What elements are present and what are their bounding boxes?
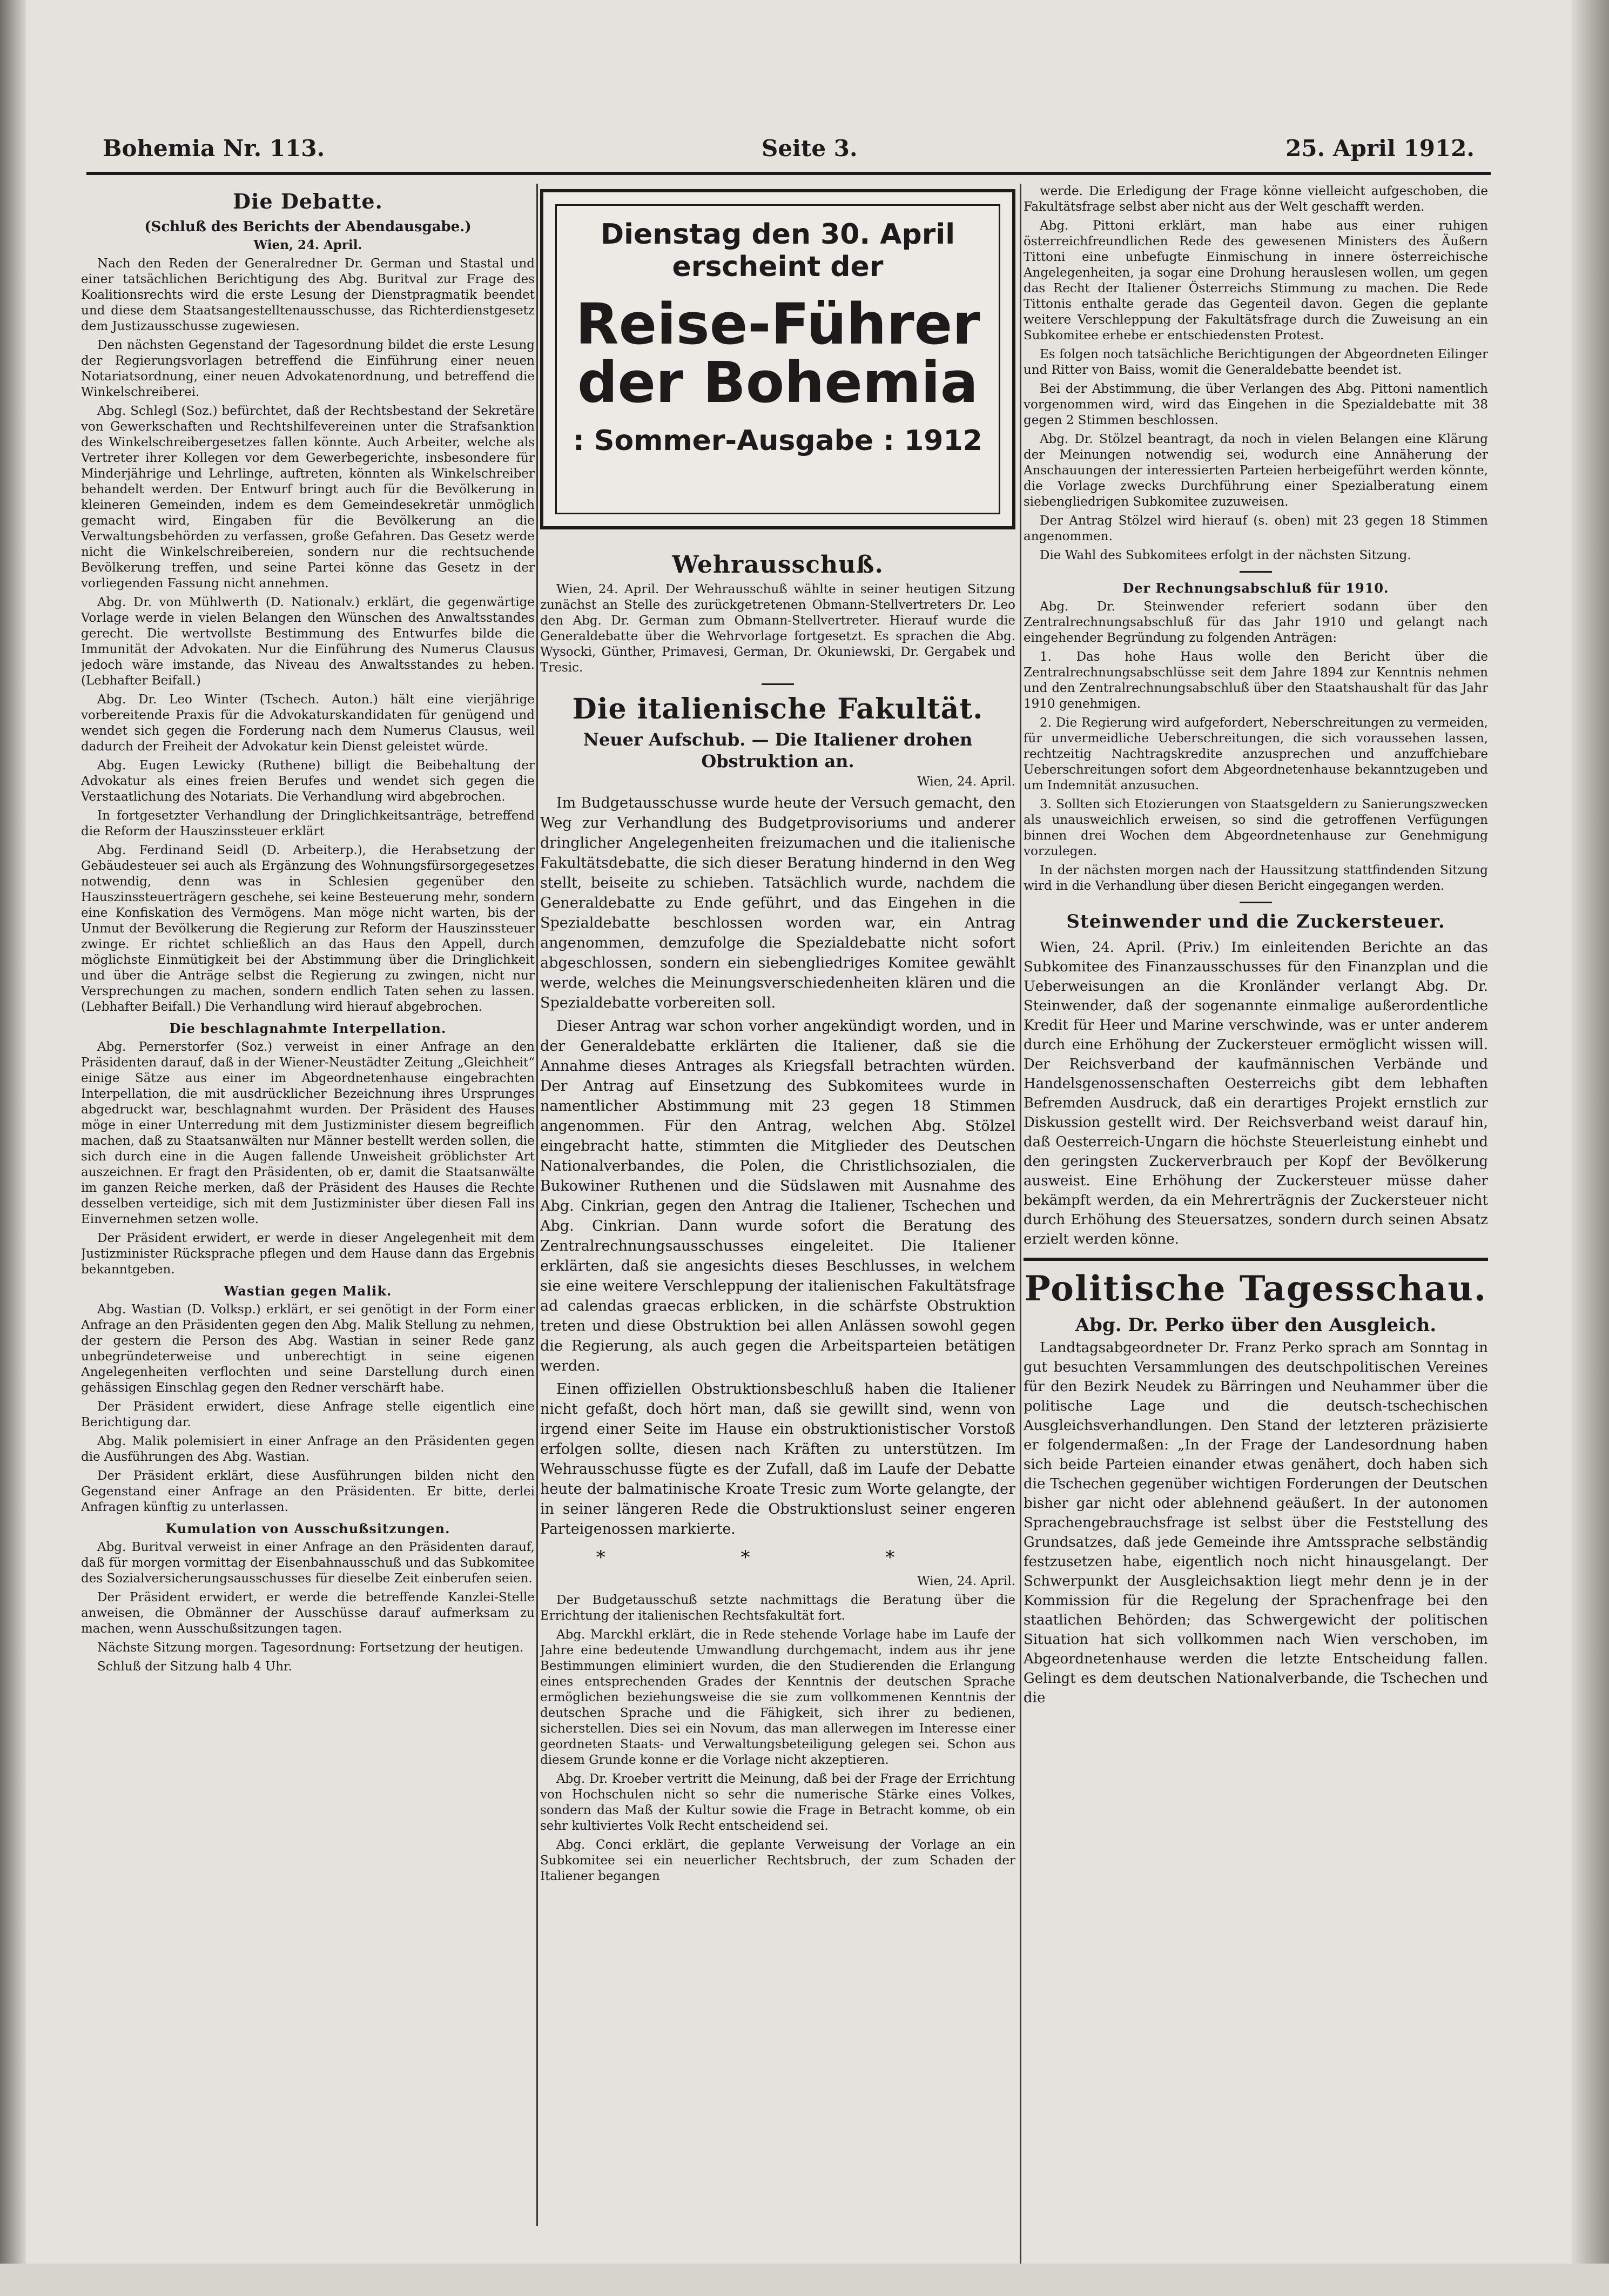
paragraph: Abg. Dr. Steinwender referiert sodann über den Zentralrechnungsabschluß für das Jahr 1910 und gelangt nach eingehender Begründung zu folgenden Anträgen: [1024,600,1488,645]
section-heading: Der Rechnungsabschluß für 1910. [1122,580,1389,596]
page-edge-shadow-left [0,0,26,2296]
paragraph: Der Präsident erwidert, er werde in dieser Angelegenheit mit dem Justizminister Rücksprache pflegen und dem Hause dann das Ergebnis bekanntgeben. [81,1231,535,1277]
column-divider-2 [1020,184,1021,2280]
paragraph: Wien, 24. April. Der Wehrausschuß wählte in seiner heutigen Sitzung zunächst an Stelle des zurückgetretenen Obmann-Stellvertreters Dr. Leo den Abg. Dr. German zum Obmann-Stellvertreter. Hierauf wurde die Generaldebatte über die Wehrvorlage fortgesetzt. Es sprachen die Abg. Wysocki, Günther, Primavesi, German, Dr. Okuniewski, Dr. Gergabek und Tresic. [540,582,1015,675]
middle-column [540,546,1015,2226]
paragraph: Bei der Abstimmung, die über Verlangen des Abg. Pittoni namentlich vorgenommen wird, wird das Eingehen in die Spezialdebatte mit 38 gegen 2 Stimmen beschlossen. [1024,382,1488,427]
paragraph: 3. Sollten sich Etozierungen von Staatsgeldern zu Sanierungszwecken als unausweichlich erweisen, so sind die getroffenen Verfügungen binnen drei Wochen dem Abgeordnetenhause zur Genehmigung vorzulegen. [1024,797,1488,858]
section-separator-stars: * * * [596,1547,960,1568]
paragraph: Abg. Dr. Kroeber vertritt die Meinung, daß bei der Frage der Errichtung von Hochschulen nicht so sehr die numerische Stärke eines Volkes, sondern das Maß der Kultur sowie die Frage in Betracht komme, ob ein sehr kultiviertes Volk Recht entscheidend sei. [540,1772,1015,1833]
article-subtitle: (Schluß des Berichts der Abendausgabe.) [144,219,472,235]
paragraph: Abg. Dr. Leo Winter (Tschech. Auton.) hält eine vierjährige vorbereitende Praxis für die Advokaturskandidaten für genügend und wendet sich gegen die Forderung nach dem Numerus Clausus, weil dadurch der Freiheit der Advokatur kein Dienst geleistet würde. [81,693,535,754]
paragraph: Abg. Malik polemisiert in einer Anfrage an den Präsidenten gegen die Ausführungen des Abg. Wastian. [81,1434,535,1464]
separator [762,683,794,685]
paragraph: Abg. Marckhl erklärt, die in Rede stehende Vorlage habe im Laufe der Jahre eine bedeutende Umwandlung durchgemacht, indem aus ihr jene Bestimmungen eliminiert wurden, die den Studierenden die Erlangung eines entsprechenden Grades der Kenntnis der deutschen Sprache ermöglichen beziehungsweise die sie zum vollkommenen Kenntnis der deutschen Sprache und die Fähigkeit, sich ihrer zu bedienen, sicherstellen. Dies sei ein Novum, das man allerwegen im Interesse einer geordneten Staats- und Verwaltungsbeteiligung gelegen sei. Schon aus diesem Grunde konne er die Vorlage nicht akzeptieren. [540,1628,1015,1767]
paragraph: Nach den Reden der Generalredner Dr. German und Stastal und einer tatsächlichen Berichtigung des Abg. Buritval zur Frage des Koalitionsrechts wird die erste Lesung der Dienstpragmatik beendet und diese dem Staatsangestelltenausschusse, das Richterdienstgesetz dem Justizausschusse zugewiesen. [81,257,535,333]
article-title-steinwender: Steinwender und die Zuckersteuer. [1066,911,1445,932]
section-rule [1024,1258,1488,1261]
paragraph: Einen offiziellen Obstruktionsbeschluß haben die Italiener nicht gefaßt, doch hört man, daß sie gewillt sind, wenn von irgend einer Seite im Hause ein obstruktionistischer Vorstoß erfolgen sollte, diesen nach Kräften zu unterstützen. Im Wehrausschusse fügte es der Zufall, daß im Laufe der Debatte heute der balmatinische Kroate Tresic zum Worte gelangte, der in seiner längeren Rede die Obstruktionslust seiner engeren Parteigenossen markierte. [540,1381,1015,1538]
header-date: 25. April 1912. [1285,135,1475,162]
ad-line-1: Dienstag den 30. April erscheint der [600,218,955,283]
section-heading: Die beschlagnahmte Interpellation. [169,1021,447,1036]
paragraph: Der Antrag Stölzel wird hierauf (s. oben) mit 23 gegen 18 Stimmen angenommen. [1024,514,1488,543]
dateline: Wien, 24. April. [917,775,1015,789]
dateline: Wien, 24. April. [253,238,362,252]
paragraph: Der Präsident erklärt, diese Ausführungen bilden nicht den Gegenstand einer Anfrage an den Präsidenten. Er bitte, derlei Anfragen künftig zu unterlassen. [81,1469,535,1514]
paragraph: Dieser Antrag war schon vorher angekündigt worden, und in der Generaldebatte erklärten die Italiener, daß sie die Annahme dieses Antrages als Kriegsfall betrachten würden. Der Antrag auf Einsetzung des Subkomitees wurde in namentlicher Abstimmung mit 23 gegen 18 Stimmen angenommen. Für den Antrag, welchen Abg. Stölzel eingebracht hatte, stimmten die Mitglieder des Deutschen Nationalverbandes, die Polen, die Christlichsozialen, die Bukowiner Ruthenen und die Südslawen mit Ausnahme des Abg. Cinkrian, gegen den Antrag die Italiener, Tschechen und Abg. Cinkrian. Dann wurde sofort die Beratung des Zentralrechnungsausschusses eingeleitet. Die Italiener erklärten, daß sie angesichts dieses Beschlusses, in welchem sie eine weitere Verschleppung der italienischen Fakultätsfrage ad calendas graecas erblicken, in die schärfste Obstruktion treten und diese Obstruktion bei allen Anlässen sowohl gegen die Regierung, als auch gegen die Arbeitsparteien betätigen werden. [540,1018,1015,1374]
advertisement-box [540,189,1015,529]
paragraph: Nächste Sitzung morgen. Tagesordnung: Fortsetzung der heutigen. [97,1641,524,1655]
paragraph: Der Budgetausschuß setzte nachmittags die Beratung über die Errichtung der italienischen Rechtsfakultät fort. [540,1593,1015,1623]
page-edge-shadow-right [1571,0,1609,2296]
paragraph: Im Budgetausschusse wurde heute der Versuch gemacht, den Weg zur Verhandlung des Budgetprovisoriums und anderer dringlicher Angelegenheiten freizumachen und die italienische Fakultätsdebatte, die sich dieser Beratung hindernd in den Weg stellt, beiseite zu schieben. Tatsächlich wurde, nachdem die Generaldebatte zu Ende geführt, und das Eingehen in die Spezialdebatte beschlossen worden war, ein Antrag angenommen, demzufolge die Spezialdebatte nicht sofort abgeschlossen, sondern ein siebengliedriges Komitee gewählt werde, welches die Meinungsverschiedenheiten klären und die Spezialdebatte vorbereiten soll. [540,795,1015,1011]
dateline: Wien, 24. April. [917,1574,1015,1588]
paragraph: Abg. Wastian (D. Volksp.) erklärt, er sei genötigt in der Form einer Anfrage an den Präsidenten gegen den Abg. Malik Stellung zu nehmen, der gestern die Person des Abg. Wastian in seiner Rede ganz unbegründeterweise und unberechtigt in seine eigenen Angelegenheiten verflochten und seine Darstellung durch einen gehässigen Einschlag gegen den Redner verschärft habe. [81,1303,535,1395]
article-title-debatte: Die Debatte. [233,189,383,213]
article-subheading: Neuer Aufschub. — Die Italiener drohen Obstruktion an. [583,729,973,771]
section-heading: Wastian gegen Malik. [224,1283,392,1299]
separator [1240,571,1272,573]
left-column [81,184,535,2258]
paragraph: Abg. Eugen Lewicky (Ruthene) billigt die Beibehaltung der Advokatur als eines freien Berufes und wendet sich gegen die Verstaatlichung des Notariats. Die Verhandlung wird abgebrochen. [81,758,535,804]
paragraph: Es folgen noch tatsächliche Berichtigungen der Abgeordneten Eilinger und Ritter von Baiss, womit die Generaldebatte beendet ist. [1024,347,1488,377]
paragraph: In der nächsten morgen nach der Haussitzung stattfindenden Sitzung wird in die Verhandlung über diesen Bericht eingegangen werden. [1024,863,1488,893]
paragraph: Wien, 24. April. (Priv.) Im einleitenden Berichte an das Subkomitee des Finanzausschusses für den Finanzplan und die Ueberweisungen an die Kronländer verlangt Abg. Dr. Steinwender, daß der sogenannte einmalige außerordentliche Kredit für Heer und Marine verschwinde, was er unter anderem durch eine Erhöhung der Zuckersteuer ermöglicht wissen will. Der Reichsverband der kaufmännischen Verbände und Handelsgenossenschaften Oesterreichs gibt dem lebhaften Befremden Ausdruck, daß ein derartiges Projekt ernstlich zur Diskussion gestellt wird. Der Reichsverband weist darauf hin, daß Oesterreich-Ungarn die höchste Steuerleistung einhebt und den geringsten Zuckerverbrauch per Kopf der Bevölkerung ausweist. Eine Erhöhung der Zuckersteuer müsse daher bekämpft werden, da ein Mehrerträgnis der Zuckersteuer nicht durch Erhöhung des Steuersatzes, sondern durch seinen Absatz erzielt werden könne. [1024,939,1488,1247]
paragraph: Schluß der Sitzung halb 4 Uhr. [97,1660,292,1674]
paragraph: In fortgesetzter Verhandlung der Dringlichkeitsanträge, betreffend die Reform der Hauszinssteuer erklärt [81,809,535,838]
article-title-politische-tagesschau: Politische Tagesschau. [1024,1268,1487,1309]
paragraph: Abg. Schlegl (Soz.) befürchtet, daß der Rechtsbestand der Sekretäre von Gewerkschaften und Rechtshilfevereinen unter die Strafsanktion des Winkelschreibergesetzes fallen könnte. Auch Arbeiter, welche als Vertreter ihrer Kollegen vor dem Gewerbegerichte, insbesondere für Minderjährige und Lehrlinge, auftreten, könnten als Winkelschreiber behandelt werden. Der Entwurf bringt auch für die Bevölkerung in kleineren Gemeinden, indem es dem Gemeindesekretär unmöglich gemacht wird, Eingaben für die Bevölkerung an die Verwaltungsbehörden zu verfassen, große Gefahren. Das Gesetz werde nicht die Winkelschreibereien, sondern nur die rechtsuchende Bevölkerung treffen, und seine Partei könne das Gesetz in der vorliegenden Fassung nicht annehmen. [81,404,535,590]
paragraph: 2. Die Regierung wird aufgefordert, Neberschreitungen zu vermeiden, für unvermeidliche Ueberschreitungen, die sich voraussehen lassen, rechtzeitig Nachtragskredite anzusprechen und anzuffchiebare Ueberschreitungen sofort dem Abgeordnetenhause bekanntzugeben und um Indemnität anzusuchen. [1024,716,1488,793]
header-rule [86,172,1491,175]
column-divider-1 [536,184,538,2226]
paragraph: werde. Die Erledigung der Frage könne vielleicht aufgeschoben, die Fakultätsfrage selbst aber nicht aus der Welt geschafft werden. [1024,184,1488,214]
paragraph: Abg. Pittoni erklärt, man habe aus einer ruhigen österreichfreundlichen Rede des gewesenen Ministers des Äußern Tittoni eine unbefugte Einmischung in innere österreichische Angelegenheiten, ja sogar eine Drohung herauslesen wollen, um gegen das Recht der Italiener Österreichs Stimmung zu machen. Die Rede Tittonis enthalte gerade das Gegenteil davon. Gegen die geplante weitere Verschleppung der Fakultätsfrage durch die Zuweisung an ein Subkomitee erhebe er entschiedensten Protest. [1024,219,1488,343]
ad-headline: Reise-Führer der Bohemia [575,291,980,415]
paragraph: Abg. Dr. Stölzel beantragt, da noch in vielen Belangen eine Klärung der Meinungen notwendig sei, wodurch eine Annäherung der Anschauungen der interessierten Parteien herbeigeführt werden könnte, die Vorlage zwecks Durchführung einer Spezialberatung einem siebengliedrigen Subkomitee zuzuweisen. [1024,432,1488,509]
header-masthead: Bohemia Nr. 113. [103,135,325,162]
paragraph: Die Wahl des Subkomitees erfolgt in der nächsten Sitzung. [1040,548,1411,562]
article-title-italienische-fakultaet: Die italienische Fakultät. [572,693,984,726]
paragraph: Abg. Dr. von Mühlwerth (D. Nationalv.) erklärt, die gegenwärtige Vorlage werde in vielen Belangen den Wünschen des Anwaltsstandes gerecht. Die wertvollste Bestimmung des Entwurfes bilde die Immunität der Advokaten. Nur die Einführung des Numerus Clausus jedoch wäre imstande, das Niveau des Anwaltsstandes zu heben. (Lebhafter Beifall.) [81,595,535,688]
paragraph: 1. Das hohe Haus wolle den Bericht über die Zentralrechnungsabschlüsse seit dem Jahre 1894 zur Kenntnis nehmen und den Zentralrechnungsabschluß über den Staatshaushalt für das Jahr 1910 genehmigen. [1024,650,1488,711]
article-title-wehrausschuss: Wehrausschuß. [672,551,884,579]
paragraph: Der Präsident erwidert, er werde die betreffende Kanzlei-Stelle anweisen, die Obmänner der Ausschüsse darauf aufmerksam zu machen, wenn Ausschußsitzungen tagen. [81,1590,535,1636]
page-bottom-margin [0,2264,1609,2296]
ad-line-3: : Sommer-Ausgabe : 1912 [573,425,982,457]
paragraph: Abg. Pernerstorfer (Soz.) verweist in einer Anfrage an den Präsidenten darauf, daß in der Wiener-Neustädter Zeitung „Gleichheit“ einige Sätze aus einer im Abgeordnetenhause eingebrachten Interpellation, die mit ausdrücklicher Bezeichnung ihres Ursprunges abgedruckt war, beschlagnahmt wurden. Der Präsident des Hauses möge in einer Unterredung mit dem Justizminister diesem begreiflich machen, daß zu Staatsanwälten nur Männer bestellt werden sollen, die sich durch eine in die Augen fallende Unweisheit gröblichster Art auszeichnen. Er fragt den Präsidenten, ob er, damit die Staatsanwälte im ganzen Reiche merken, daß der Präsident des Hauses die Rechte desselben verteidige, sich mit dem Justizminister über diesen Fall ins Einvernehmen setzen wolle. [81,1040,535,1226]
paragraph: Landtagsabgeordneter Dr. Franz Perko sprach am Sonntag in gut besuchten Versammlungen des deutschpolitischen Vereines für den Bezirk Neudek zu Bärringen und Neuhammer über die politische Lage und die deutsch-tschechischen Ausgleichsverhandlungen. Den Stand der letzteren präzisierte er folgendermaßen: „In der Frage der Landesordnung haben sich beide Parteien einander etwas genähert, doch haben sich die Tschechen gegenüber wichtigen Forderungen der Deutschen bisher gar nicht oder ablehnend geäußert. In der autonomen Sprachengebrauchsfrage ist selbst über die Feststellung des Grundsatzes, daß jede Gemeinde ihre Amtssprache selbständig festzusetzen habe, eigentlich noch nicht hinausgelangt. Der Schwerpunkt der Ausgleichsaktion liegt mehr denn je in der Kommission für die Regelung der Sprachenfrage bei den staatlichen Behörden; das Schwergewicht der politischen Situation hat sich vollkommen nach Wien verschoben, im Abgeordnetenhause werden die letzte Entscheidung fallen. Gelingt es dem deutschen Nationalverbande, die Tschechen und die [1024,1340,1488,1706]
paragraph: Der Präsident erwidert, diese Anfrage stelle eigentlich eine Berichtigung dar. [81,1400,535,1429]
right-column [1024,184,1488,2291]
header-page-number: Seite 3. [762,135,858,162]
article-subheading-perko: Abg. Dr. Perko über den Ausgleich. [1075,1314,1437,1336]
paragraph: Den nächsten Gegenstand der Tagesordnung bildet die erste Lesung der Regierungsvorlagen betreffend die Einführung einer neuen Notariatsordnung, einer neuen Advokatenordnung, und betreffend die Winkelschreiberei. [81,338,535,399]
page-header [103,135,1475,167]
paragraph: Abg. Conci erklärt, die geplante Verweisung der Vorlage an ein Subkomitee sei ein neuerlicher Rechtsbruch, der zum Schaden der Italiener begangen [540,1838,1015,1883]
separator [1240,902,1272,903]
paragraph: Abg. Buritval verweist in einer Anfrage an den Präsidenten darauf, daß für morgen vormittag der Eisenbahnausschuß und das Subkomitee des Sozialversicherungsausschusses für dieselbe Zeit einberufen seien. [81,1540,535,1586]
section-heading: Kumulation von Ausschußsitzungen. [165,1521,450,1536]
paragraph: Abg. Ferdinand Seidl (D. Arbeiterp.), die Herabsetzung der Gebäudesteuer sei auch als Ergänzung des Wohnungsfürsorgegesetzes notwendig, denn was in Schlesien gegenüber den Hauszinssteuerträgern geschehe, sei keine Besteuerung mehr, sondern eine Konfiskation des Vermögens. Man möge nicht warten, bis der Unmut der Bevölkerung die Regierung zur Reform der Hauszinssteuer zwinge. Er richtet schließlich an das Haus den Appell, durch möglichste Einmütigkeit bei der Abstimmung über die Dringlichkeit und über die Anträge selbst die Regierung zu zwingen, nicht nur Versprechungen zu machen, sondern endlich Taten sehen zu lassen. (Lebhafter Beifall.) Die Verhandlung wird hierauf abgebrochen. [81,843,535,1014]
